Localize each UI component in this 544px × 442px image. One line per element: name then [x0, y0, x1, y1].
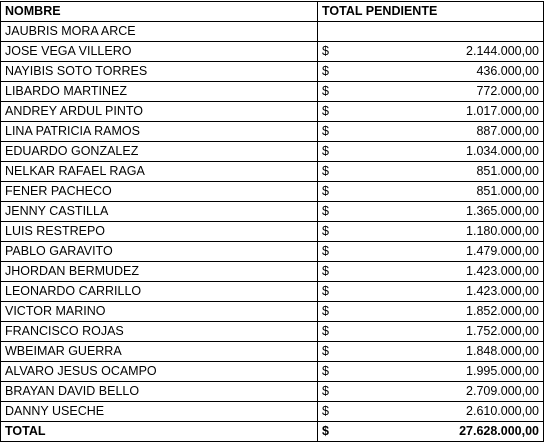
name-cell[interactable]: EDUARDO GONZALEZ [1, 142, 318, 162]
amount-cell[interactable]: 1.034.000,00 [386, 142, 544, 162]
name-cell[interactable]: FENER PACHECO [1, 182, 318, 202]
currency-cell[interactable]: $ [318, 282, 386, 302]
amount-cell[interactable]: 1.852.000,00 [386, 302, 544, 322]
name-cell[interactable]: JENNY CASTILLA [1, 202, 318, 222]
table-row [1, 102, 544, 122]
name-cell[interactable]: ALVARO JESUS OCAMPO [1, 362, 318, 382]
amount-cell[interactable]: 851.000,00 [386, 182, 544, 202]
table-row [1, 342, 544, 362]
amount-cell[interactable]: 436.000,00 [386, 62, 544, 82]
pending-totals-table [0, 1, 544, 442]
amount-cell[interactable]: 1.423.000,00 [386, 262, 544, 282]
amount-cell[interactable]: 1.479.000,00 [386, 242, 544, 262]
amount-cell[interactable] [318, 22, 544, 42]
table-row [1, 222, 544, 242]
name-cell[interactable]: FRANCISCO ROJAS [1, 322, 318, 342]
currency-cell[interactable]: $ [318, 222, 386, 242]
name-cell[interactable]: LIBARDO MARTINEZ [1, 82, 318, 102]
table-row [1, 162, 544, 182]
name-cell[interactable]: WBEIMAR GUERRA [1, 342, 318, 362]
name-cell[interactable]: VICTOR MARINO [1, 302, 318, 322]
amount-cell[interactable]: 851.000,00 [386, 162, 544, 182]
name-cell[interactable]: JOSE VEGA VILLERO [1, 42, 318, 62]
name-cell[interactable]: ANDREY ARDUL PINTO [1, 102, 318, 122]
table-row [1, 202, 544, 222]
header-row [1, 2, 544, 22]
total-label-cell[interactable]: TOTAL [1, 422, 318, 442]
total-row [1, 422, 544, 442]
currency-cell[interactable]: $ [318, 202, 386, 222]
amount-cell[interactable]: 2.144.000,00 [386, 42, 544, 62]
currency-cell[interactable]: $ [318, 302, 386, 322]
name-cell[interactable]: JAUBRIS MORA ARCE [1, 22, 318, 42]
amount-cell[interactable]: 1.017.000,00 [386, 102, 544, 122]
currency-cell[interactable]: $ [318, 342, 386, 362]
currency-cell[interactable]: $ [318, 142, 386, 162]
name-cell[interactable]: DANNY USECHE [1, 402, 318, 422]
header-name-cell[interactable]: NOMBRE [1, 2, 318, 22]
currency-cell[interactable]: $ [318, 322, 386, 342]
currency-cell[interactable]: $ [318, 102, 386, 122]
amount-cell[interactable]: 1.423.000,00 [386, 282, 544, 302]
table-row [1, 282, 544, 302]
name-cell[interactable]: LEONARDO CARRILLO [1, 282, 318, 302]
table-row [1, 402, 544, 422]
table-row [1, 242, 544, 262]
table-row [1, 182, 544, 202]
currency-cell[interactable]: $ [318, 402, 386, 422]
table-row [1, 22, 544, 42]
table-row [1, 302, 544, 322]
currency-cell[interactable]: $ [318, 262, 386, 282]
table-body [1, 22, 544, 422]
currency-cell[interactable]: $ [318, 82, 386, 102]
currency-cell[interactable]: $ [318, 242, 386, 262]
table-row [1, 62, 544, 82]
table-row [1, 362, 544, 382]
amount-cell[interactable]: 1.848.000,00 [386, 342, 544, 362]
header-total-cell[interactable]: TOTAL PENDIENTE [318, 2, 544, 22]
name-cell[interactable]: LINA PATRICIA RAMOS [1, 122, 318, 142]
amount-cell[interactable]: 1.995.000,00 [386, 362, 544, 382]
table-row [1, 42, 544, 62]
amount-cell[interactable]: 1.752.000,00 [386, 322, 544, 342]
name-cell[interactable]: NELKAR RAFAEL RAGA [1, 162, 318, 182]
table-row [1, 322, 544, 342]
currency-cell[interactable]: $ [318, 162, 386, 182]
name-cell[interactable]: BRAYAN DAVID BELLO [1, 382, 318, 402]
table-row [1, 142, 544, 162]
name-cell[interactable]: LUIS RESTREPO [1, 222, 318, 242]
name-cell[interactable]: PABLO GARAVITO [1, 242, 318, 262]
name-cell[interactable]: JHORDAN BERMUDEZ [1, 262, 318, 282]
amount-cell[interactable]: 1.180.000,00 [386, 222, 544, 242]
name-cell[interactable]: NAYIBIS SOTO TORRES [1, 62, 318, 82]
total-currency-cell[interactable]: $ [318, 422, 386, 442]
amount-cell[interactable]: 2.610.000,00 [386, 402, 544, 422]
amount-cell[interactable]: 772.000,00 [386, 82, 544, 102]
table-row [1, 262, 544, 282]
table-row [1, 382, 544, 402]
currency-cell[interactable]: $ [318, 42, 386, 62]
table-row [1, 122, 544, 142]
amount-cell[interactable]: 887.000,00 [386, 122, 544, 142]
table-row [1, 82, 544, 102]
amount-cell[interactable]: 1.365.000,00 [386, 202, 544, 222]
currency-cell[interactable]: $ [318, 382, 386, 402]
currency-cell[interactable]: $ [318, 122, 386, 142]
currency-cell[interactable]: $ [318, 362, 386, 382]
total-amount-cell[interactable]: 27.628.000,00 [386, 422, 544, 442]
currency-cell[interactable]: $ [318, 182, 386, 202]
amount-cell[interactable]: 2.709.000,00 [386, 382, 544, 402]
currency-cell[interactable]: $ [318, 62, 386, 82]
